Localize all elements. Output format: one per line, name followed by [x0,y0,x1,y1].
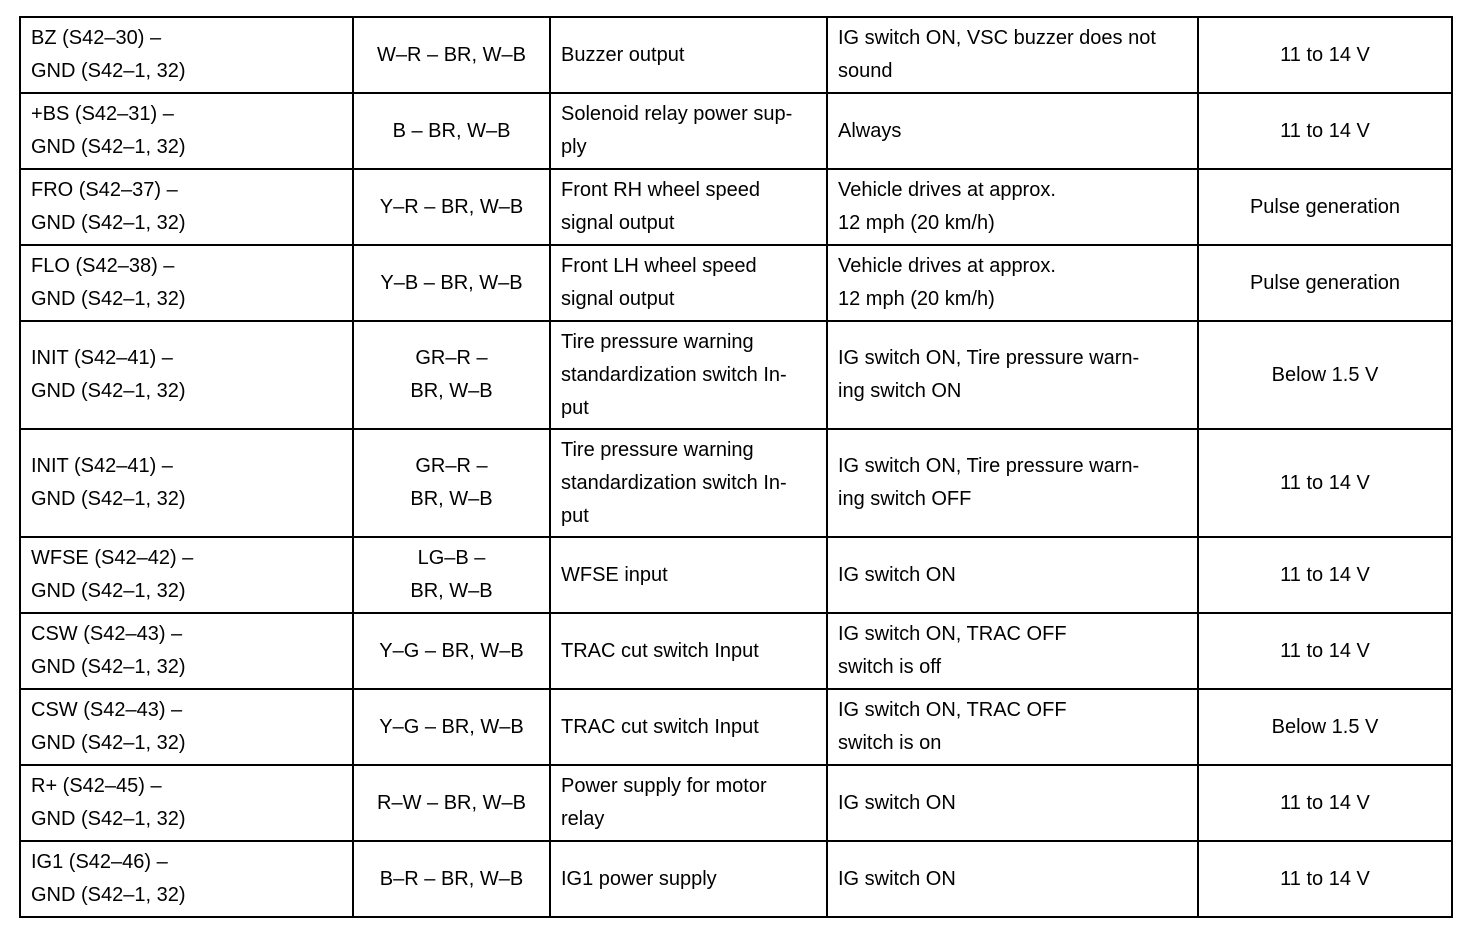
cell-wiring-color-line: W–R – BR, W–B [377,43,526,66]
cell-wiring-color-line: GR–R – [415,455,488,477]
cell-description-line: standardization switch In- [561,363,787,386]
cell-terminal [20,537,353,613]
cell-terminal [20,613,353,689]
table-row [20,613,1452,689]
cell-description [550,613,827,689]
cell-description [550,765,827,841]
cell-wiring-color [353,169,550,245]
cell-wiring-color-line: GR–R – [415,347,488,369]
cell-specified-condition: 11 to 14 V [1198,17,1452,93]
cell-wiring-color-line: BR, W–B [410,488,493,510]
cell-wiring-color-line: Y–B – BR, W–B [380,271,523,294]
cell-description [550,537,827,613]
cell-condition-line: Vehicle drives at approx. [838,255,1056,277]
cell-condition [827,537,1198,613]
cell-terminal-line: INIT (S42–41) – [31,347,173,369]
cell-terminal [20,17,353,93]
cell-wiring-color [353,537,550,613]
cell-wiring-color-line: Y–R – BR, W–B [379,195,524,218]
cell-description-line: Buzzer output [561,43,685,66]
terminal-spec-table [19,16,1453,918]
cell-condition-line: IG switch ON [838,563,956,586]
cell-wiring-color [353,93,550,169]
cell-wiring-color-line: R–W – BR, W–B [377,791,526,814]
cell-condition-line: ing switch ON [838,380,962,402]
cell-specified-condition: 11 to 14 V [1198,93,1452,169]
cell-description-line: Solenoid relay power sup- [561,103,793,125]
cell-condition [827,613,1198,689]
table-row [20,321,1452,429]
cell-description-line: TRAC cut switch Input [561,715,759,738]
cell-terminal [20,245,353,321]
cell-terminal-line: CSW (S42–43) – [31,699,183,721]
cell-description [550,841,827,917]
cell-description [550,93,827,169]
table-row [20,17,1452,93]
cell-description-line: Front RH wheel speed [561,179,760,201]
cell-wiring-color [353,245,550,321]
cell-specified-condition: 11 to 14 V [1198,613,1452,689]
cell-description [550,689,827,765]
cell-condition [827,17,1198,93]
cell-description-line: put [561,504,589,527]
cell-condition-line: IG switch ON, TRAC OFF [838,699,1067,721]
cell-condition-line: IG switch ON, Tire pressure warn- [838,347,1140,369]
cell-wiring-color [353,429,550,537]
cell-wiring-color [353,613,550,689]
table-body [20,17,1452,917]
cell-description [550,429,827,537]
cell-terminal-line: GND (S42–1, 32) [31,488,186,510]
cell-condition [827,841,1198,917]
cell-terminal [20,765,353,841]
cell-terminal-line: IG1 (S42–46) – [31,851,168,873]
cell-condition-line: 12 mph (20 km/h) [838,288,995,310]
cell-condition [827,245,1198,321]
cell-wiring-color-line: Y–G – BR, W–B [379,715,524,738]
cell-specified-condition: Pulse generation [1198,169,1452,245]
cell-terminal-line: BZ (S42–30) – [31,27,162,49]
cell-specified-condition: Below 1.5 V [1198,321,1452,429]
cell-condition-line: Vehicle drives at approx. [838,179,1056,201]
cell-terminal [20,689,353,765]
cell-condition-line: switch is off [838,656,941,678]
cell-condition-line: Always [838,119,902,142]
cell-terminal-line: FRO (S42–37) – [31,179,178,201]
cell-condition-line: IG switch ON [838,867,956,890]
cell-description [550,169,827,245]
cell-terminal-line: GND (S42–1, 32) [31,884,186,906]
table-row [20,841,1452,917]
cell-description-line: ply [561,136,587,158]
cell-wiring-color [353,765,550,841]
cell-wiring-color [353,321,550,429]
cell-wiring-color [353,841,550,917]
table-row [20,245,1452,321]
cell-description-line: IG1 power supply [561,867,717,890]
cell-terminal [20,169,353,245]
cell-wiring-color [353,17,550,93]
cell-description-line: WFSE input [561,563,668,586]
cell-condition-line: IG switch ON, VSC buzzer does not [838,27,1156,49]
cell-description [550,321,827,429]
cell-condition-line: 12 mph (20 km/h) [838,212,995,234]
cell-description-line: standardization switch In- [561,471,787,494]
cell-terminal [20,429,353,537]
cell-terminal-line: GND (S42–1, 32) [31,808,186,830]
cell-description [550,17,827,93]
cell-description-line: Front LH wheel speed [561,255,757,277]
cell-terminal-line: GND (S42–1, 32) [31,380,186,402]
cell-wiring-color-line: B – BR, W–B [392,119,511,142]
cell-wiring-color-line: B–R – BR, W–B [379,867,524,890]
cell-condition [827,321,1198,429]
cell-wiring-color-line: LG–B – [417,547,486,569]
cell-terminal-line: GND (S42–1, 32) [31,136,186,158]
cell-wiring-color [353,689,550,765]
cell-wiring-color-line: BR, W–B [410,580,493,602]
cell-description-line: Tire pressure warning [561,438,754,461]
cell-condition [827,429,1198,537]
cell-condition [827,689,1198,765]
cell-terminal-line: +BS (S42–31) – [31,103,174,125]
cell-wiring-color-line: BR, W–B [410,380,493,402]
cell-specified-condition: 11 to 14 V [1198,537,1452,613]
cell-description-line: Tire pressure warning [561,330,754,353]
cell-terminal [20,93,353,169]
cell-condition [827,93,1198,169]
table-row [20,689,1452,765]
cell-terminal-line: GND (S42–1, 32) [31,580,186,602]
cell-description-line: TRAC cut switch Input [561,639,759,662]
cell-terminal-line: CSW (S42–43) – [31,623,183,645]
cell-terminal [20,841,353,917]
cell-wiring-color-line: Y–G – BR, W–B [379,639,524,662]
cell-description-line: relay [561,808,605,830]
cell-condition [827,169,1198,245]
cell-terminal-line: GND (S42–1, 32) [31,288,186,310]
cell-specified-condition: Below 1.5 V [1198,689,1452,765]
cell-description-line: Power supply for motor [561,775,767,797]
cell-terminal-line: INIT (S42–41) – [31,455,173,477]
cell-description [550,245,827,321]
cell-terminal-line: GND (S42–1, 32) [31,732,186,754]
cell-condition-line: IG switch ON [838,791,956,814]
cell-terminal-line: GND (S42–1, 32) [31,212,186,234]
cell-specified-condition: 11 to 14 V [1198,841,1452,917]
cell-condition-line: IG switch ON, Tire pressure warn- [838,455,1140,477]
cell-description-line: put [561,396,589,419]
cell-condition [827,765,1198,841]
cell-terminal-line: WFSE (S42–42) – [31,547,194,569]
cell-terminal-line: GND (S42–1, 32) [31,60,186,82]
cell-description-line: signal output [561,212,675,234]
table-row [20,765,1452,841]
cell-specified-condition: 11 to 14 V [1198,429,1452,537]
table-row [20,537,1452,613]
cell-specified-condition: 11 to 14 V [1198,765,1452,841]
cell-terminal-line: FLO (S42–38) – [31,255,175,277]
cell-condition-line: IG switch ON, TRAC OFF [838,623,1067,645]
cell-condition-line: sound [838,60,893,82]
cell-condition-line: ing switch OFF [838,488,972,510]
cell-terminal-line: R+ (S42–45) – [31,775,162,797]
cell-terminal [20,321,353,429]
table-row [20,169,1452,245]
cell-description-line: signal output [561,288,675,310]
cell-condition-line: switch is on [838,732,942,754]
cell-terminal-line: GND (S42–1, 32) [31,656,186,678]
cell-specified-condition: Pulse generation [1198,245,1452,321]
table-row [20,429,1452,537]
table-row [20,93,1452,169]
